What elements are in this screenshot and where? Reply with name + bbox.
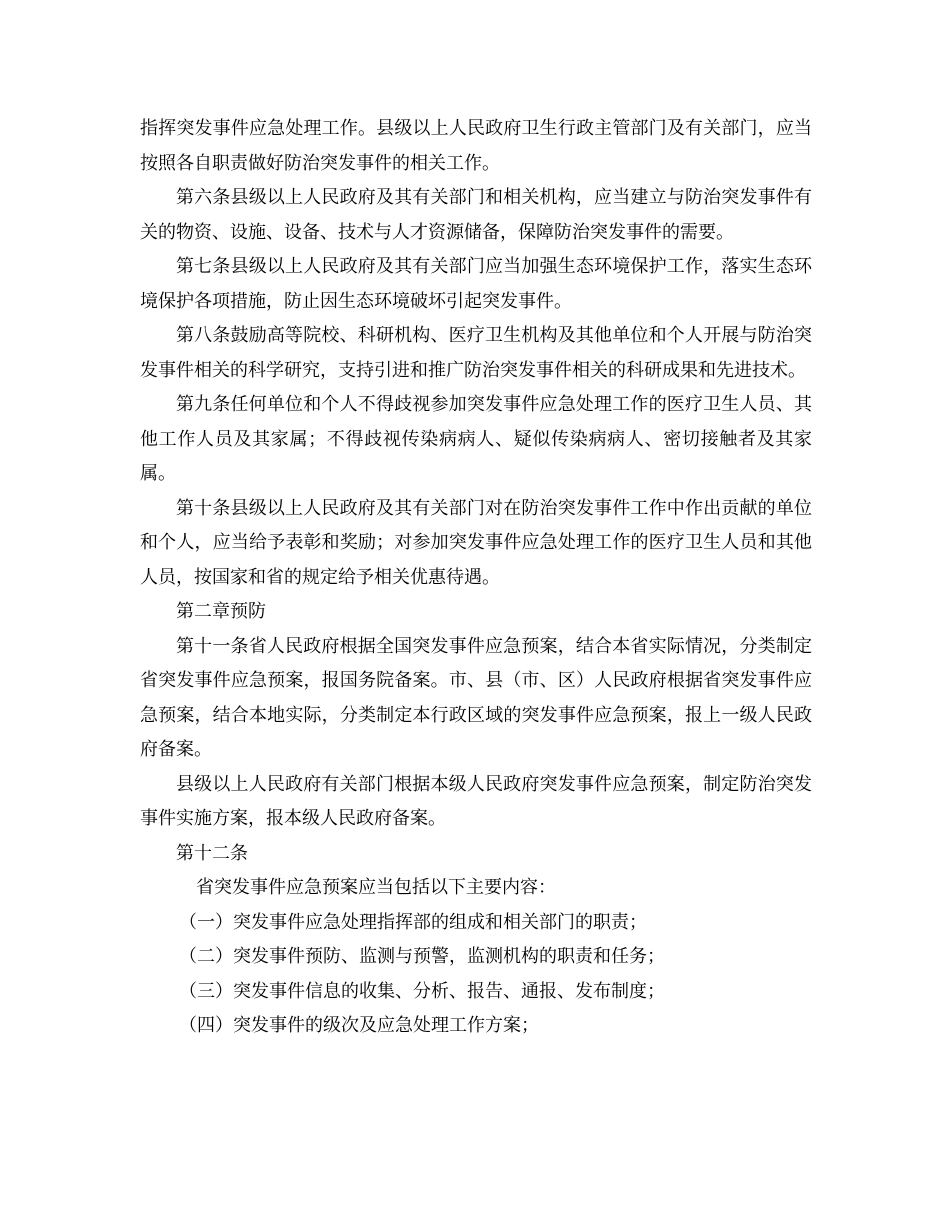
list-item-3: （三）突发事件信息的收集、分析、报告、通报、发布制度； [179, 980, 665, 1002]
article-12-heading: 第十二条 [176, 842, 248, 864]
article-11-paragraph-2: 县级以上人民政府有关部门根据本级人民政府突发事件应急预案，制定防治突发事件实施方案，报本级人民政府备案。 [140, 773, 812, 829]
list-item-2: （二）突发事件预防、监测与预警，监测机构的职责和任务； [179, 946, 665, 967]
list-item-1: （一）突发事件应急处理指挥部的组成和相关部门的职责； [179, 911, 647, 933]
article-6: 第六条县级以上人民政府及其有关部门和相关机构，应当建立与防治突发事件有关的物资、设施、设备、技术与人才资源储备，保障防治突发事件的需要。 [140, 187, 812, 243]
chapter-heading: 第二章预防 [176, 601, 266, 622]
article-12-intro: 省突发事件应急预案应当包括以下主要内容： [196, 877, 556, 898]
article-9: 第九条任何单位和个人不得歧视参加突发事件应急处理工作的医疗卫生人员、其他工作人员及其家属；不得歧视传染病病人、疑似传染病病人、密切接触者及其家属。 [140, 394, 812, 484]
article-8: 第八条鼓励高等院校、科研机构、医疗卫生机构及其他单位和个人开展与防治突发事件相关的科学研究，支持引进和推广防治突发事件相关的科研成果和先进技术。 [140, 325, 812, 381]
document-page [140, 112, 812, 1044]
paragraph-continuation: 指挥突发事件应急处理工作。县级以上人民政府卫生行政主管部门及有关部门，应当按照各自职责做好防治突发事件的相关工作。 [140, 118, 812, 174]
article-11: 第十一条省人民政府根据全国突发事件应急预案，结合本省实际情况，分类制定省突发事件应急预案，报国务院备案。市、县（市、区）人民政府根据省突发事件应急预案，结合本地实际，分类制定本行政区域的突发事件应急预案，报上一级人民政府备案。 [140, 635, 812, 760]
list-item-4: （四）突发事件的级次及应急处理工作方案； [179, 1015, 539, 1036]
article-10: 第十条县级以上人民政府及其有关部门对在防治突发事件工作中作出贡献的单位和个人，应当给予表彰和奖励；对参加突发事件应急处理工作的医疗卫生人员和其他人员，按国家和省的规定给予相关优惠待遇。 [140, 497, 812, 588]
article-7: 第七条县级以上人民政府及其有关部门应当加强生态环境保护工作，落实生态环境保护各项措施，防止因生态环境破坏引起突发事件。 [140, 256, 812, 312]
